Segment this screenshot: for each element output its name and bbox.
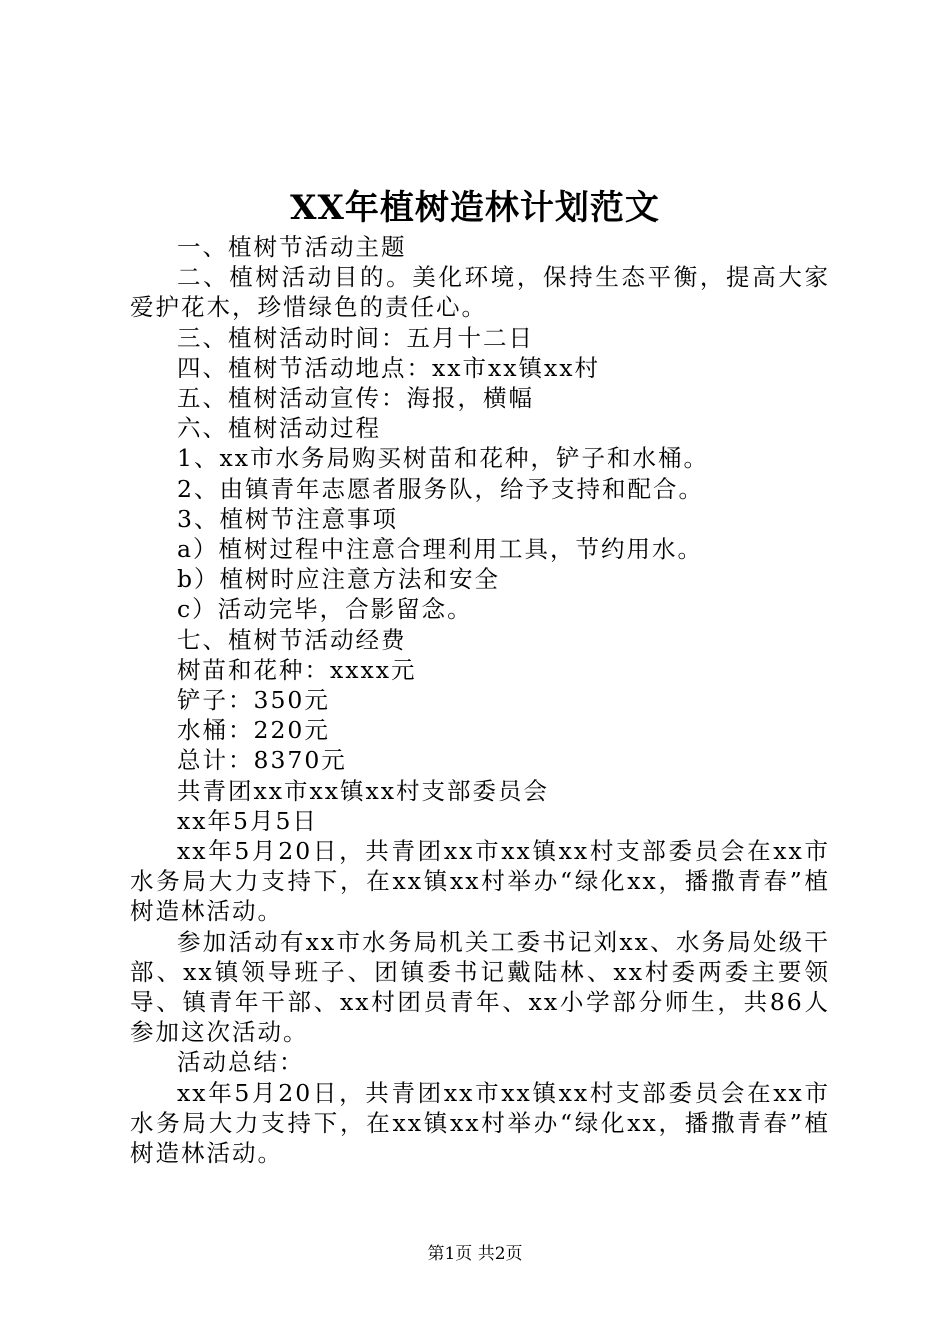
- expense-item: 水桶：220元: [177, 716, 330, 745]
- paragraph: 四、植树节活动地点：xx市xx镇xx村: [177, 353, 601, 382]
- section-heading: 六、植树活动过程: [177, 414, 381, 443]
- list-item: c）活动完毕，合影留念。: [177, 595, 473, 624]
- list-item: 3、植树节注意事项: [177, 504, 398, 533]
- paragraph: xx年5月20日，共青团xx市xx镇xx村支部委员会在xx市水务局大力支持下，在xx镇xx村举办“绿化xx，播撒青春”植树造林活动。: [130, 1078, 830, 1168]
- paragraph: 五、植树活动宣传：海报，横幅: [177, 384, 534, 413]
- signature-organization: 共青团xx市xx镇xx村支部委员会: [177, 776, 550, 805]
- list-item: a）植树过程中注意合理利用工具，节约用水。: [177, 535, 704, 564]
- paragraph: 三、植树活动时间：五月十二日: [177, 323, 534, 352]
- document-body: [130, 232, 830, 1168]
- expense-item: 树苗和花种：xxxx元: [177, 655, 417, 684]
- section-heading: 一、植树节活动主题: [177, 233, 407, 261]
- section-heading: 活动总结：: [177, 1048, 305, 1077]
- signature-date: xx年5月5日: [177, 806, 318, 835]
- expense-total: 总计：8370元: [177, 746, 347, 775]
- paragraph: xx年5月20日，共青团xx市xx镇xx村支部委员会在xx市水务局大力支持下，在xx镇xx村举办“绿化xx，播撒青春”植树造林活动。: [130, 837, 830, 926]
- document-title: XX年植树造林计划范文: [290, 188, 660, 228]
- section-heading: 七、植树节活动经费: [177, 625, 407, 654]
- paragraph: 二、植树活动目的。美化环境，保持生态平衡，提高大家爱护花木，珍惜绿色的责任心。: [130, 263, 830, 322]
- list-item: b）植树时应注意方法和安全: [177, 565, 501, 594]
- list-item: 2、由镇青年志愿者服务队，给予支持和配合。: [177, 474, 704, 503]
- page-footer: 第1页 共2页: [427, 1244, 523, 1264]
- expense-item: 铲子：350元: [177, 686, 330, 715]
- list-item: 1、xx市水务局购买树苗和花种，铲子和水桶。: [177, 444, 709, 473]
- paragraph: 参加活动有xx市水务局机关工委书记刘xx、水务局处级干部、xx镇领导班子、团镇委书记戴陆林、xx村委两委主要领导、镇青年干部、xx村团员青年、xx小学部分师生，共86人参加这次活动。: [130, 927, 830, 1047]
